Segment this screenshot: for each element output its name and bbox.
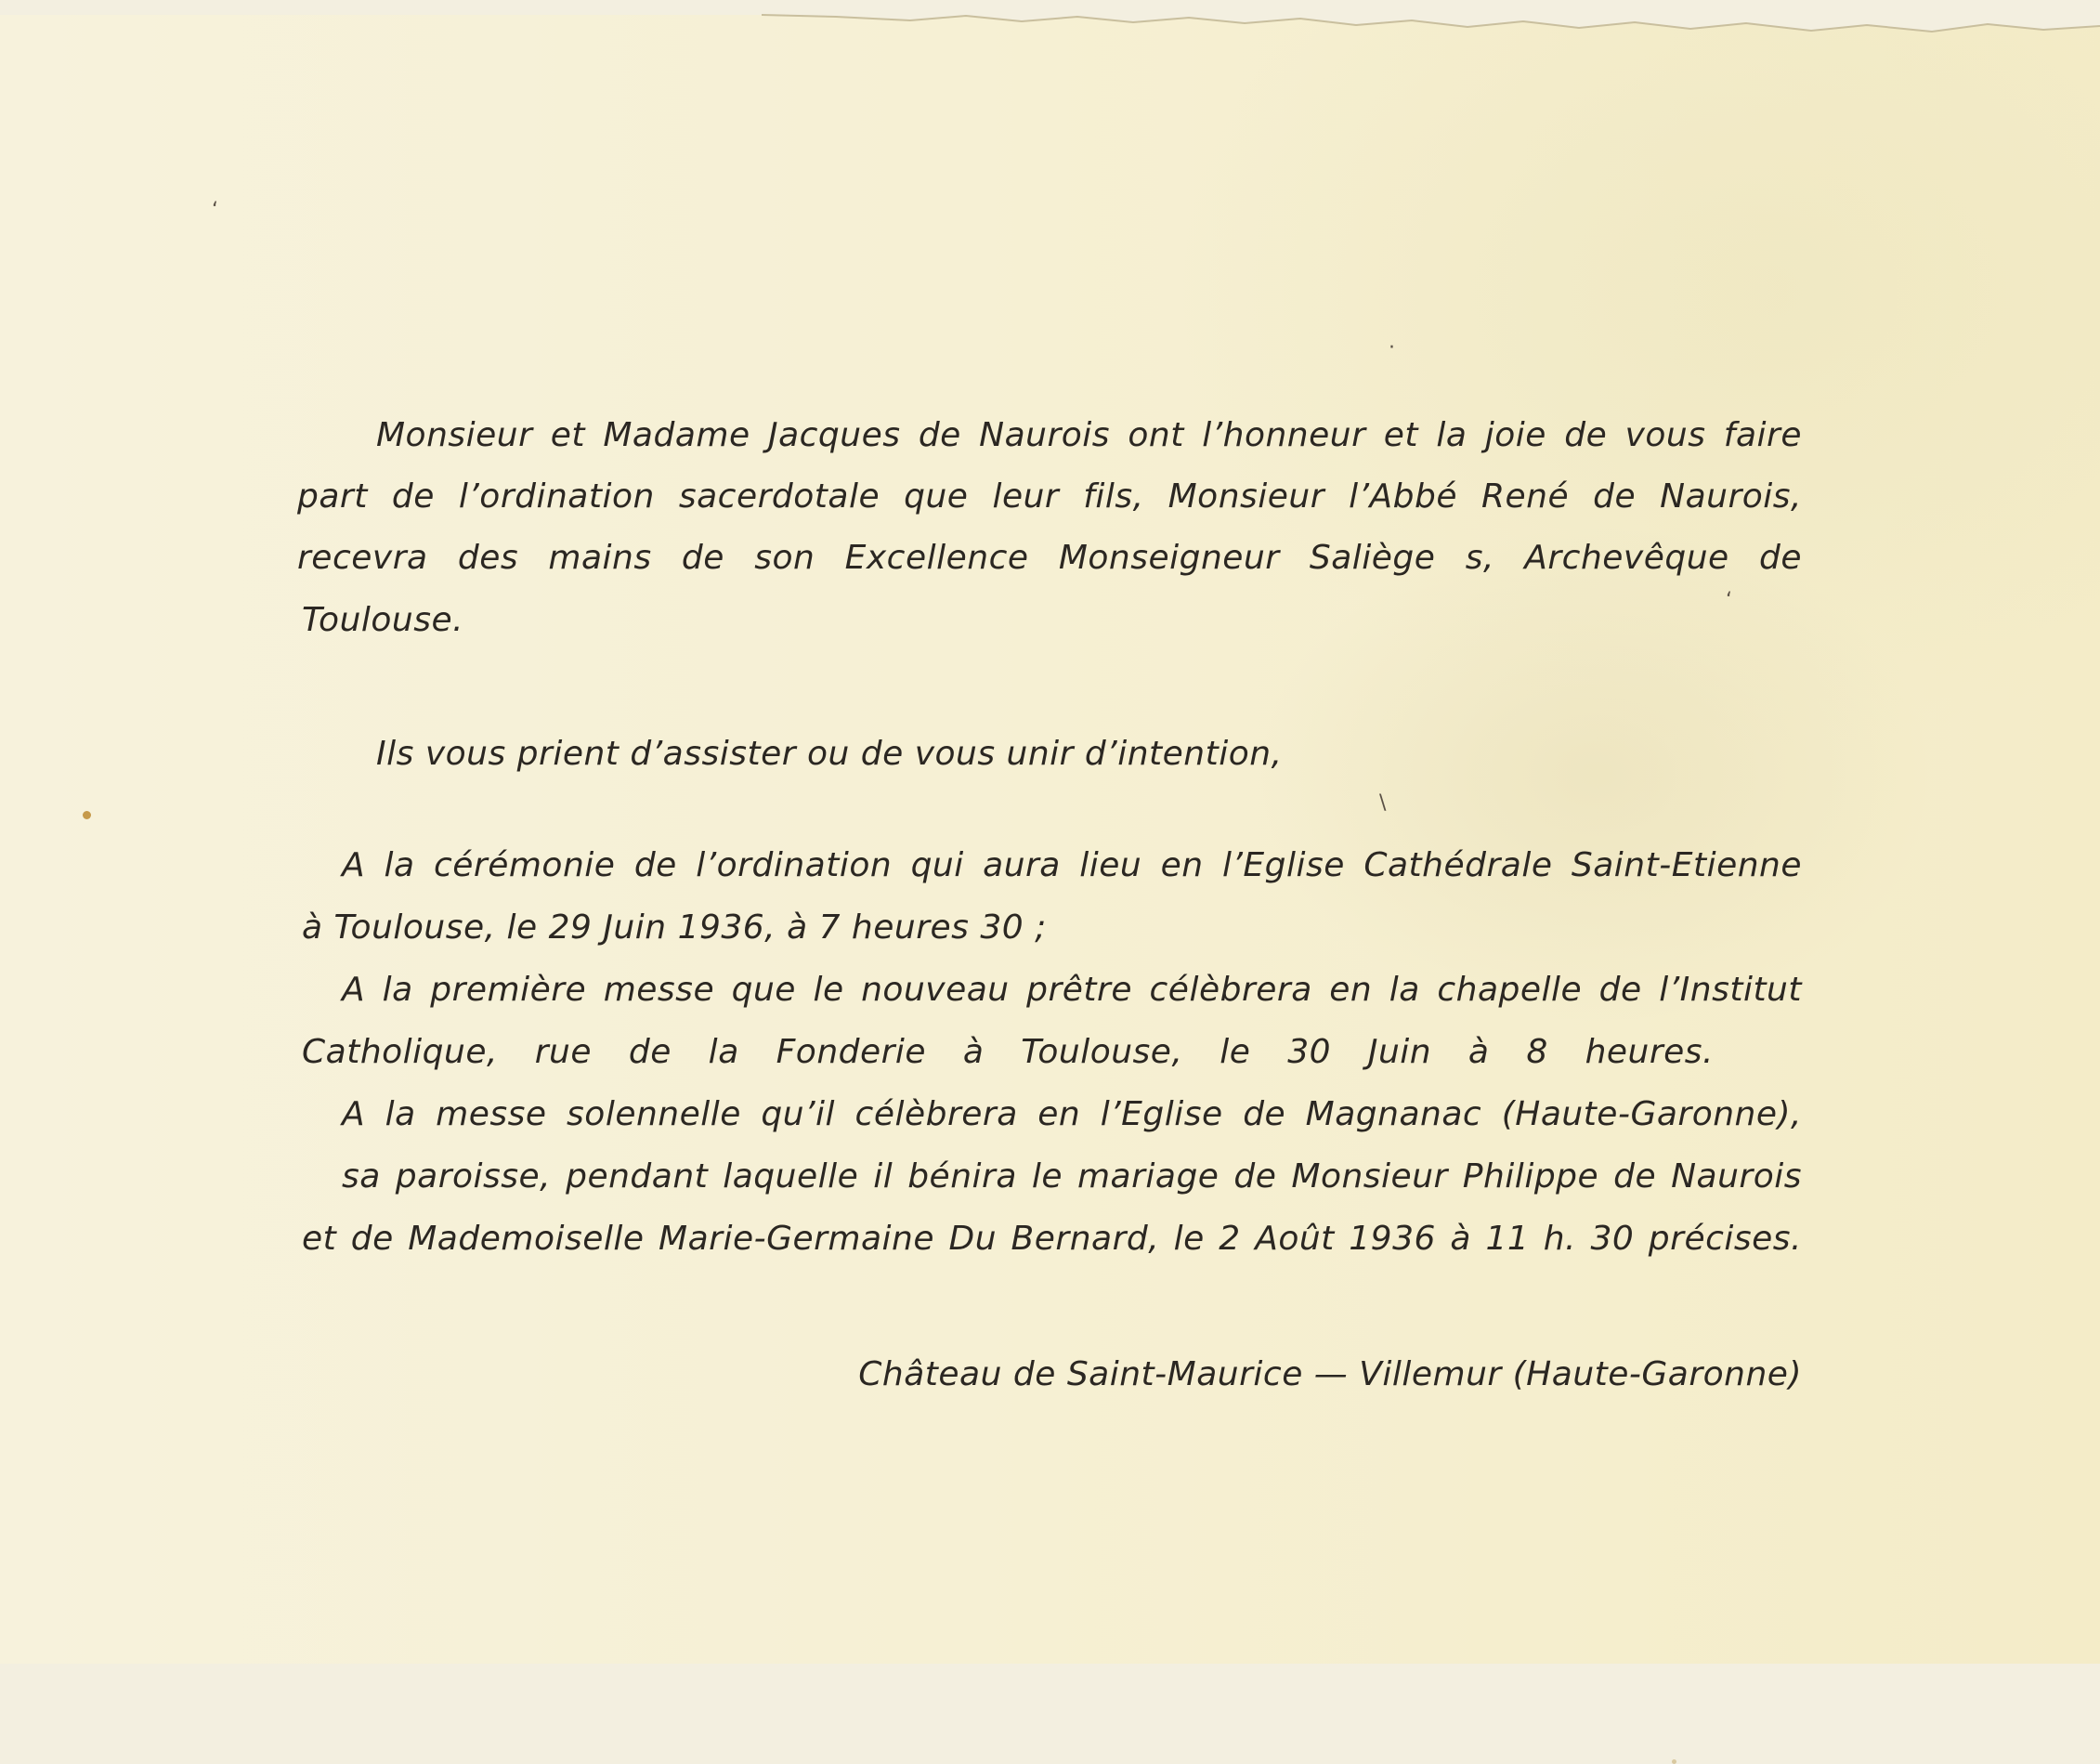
ink-mark: \ [1379, 791, 1387, 815]
intro-line-4: Toulouse. [302, 601, 464, 639]
solemn-mass-line-3: et de Mademoiselle Marie-Germaine Du Bernard, le 2 Août 1936 à 11 h. 30 précises. [302, 1220, 1802, 1258]
sender-address: Château de Saint-Maurice — Villemur (Haute-Garonne) [858, 1355, 1802, 1393]
invitation-card [0, 13, 2100, 1664]
request-line: Ils vous prient d’assister ou de vous unir d’intention, [376, 735, 1283, 773]
ceremony-line-1: A la cérémonie de l’ordination qui aura lieu en l’Eglise Cathédrale Saint-Etienne [342, 846, 1802, 884]
paper-speck [1672, 1759, 1676, 1764]
ink-mark: ‘ [212, 199, 218, 222]
torn-top-edge [0, 13, 2100, 41]
ink-mark: · [1389, 336, 1395, 359]
solemn-mass-line-2: sa paroisse, pendant laquelle il bénira le mariage de Monsieur Philippe de Naurois [342, 1157, 1802, 1196]
paper-speck [83, 811, 91, 819]
intro-line-2: part de l’ordination sacerdotale que leur fils, Monsieur l’Abbé René de Naurois, [297, 477, 1802, 516]
first-mass-line-2: Catholique, rue de la Fonderie à Toulouse, le 30 Juin à 8 heures. [302, 1033, 1714, 1071]
intro-line-1: Monsieur et Madame Jacques de Naurois ont l’honneur et la joie de vous faire [376, 416, 1802, 454]
ceremony-line-2: à Toulouse, le 29 Juin 1936, à 7 heures 30 ; [302, 908, 1047, 947]
solemn-mass-line-1: A la messe solennelle qu’il célèbrera en l’Eglise de Magnanac (Haute-Garonne), [342, 1095, 1802, 1133]
intro-line-3: recevra des mains de son Excellence Monseigneur Saliège s, Archevêque de [297, 539, 1802, 577]
ink-mark: ‘ [1726, 589, 1732, 612]
first-mass-line-1: A la première messe que le nouveau prêtre célèbrera en la chapelle de l’Institut [342, 971, 1802, 1009]
